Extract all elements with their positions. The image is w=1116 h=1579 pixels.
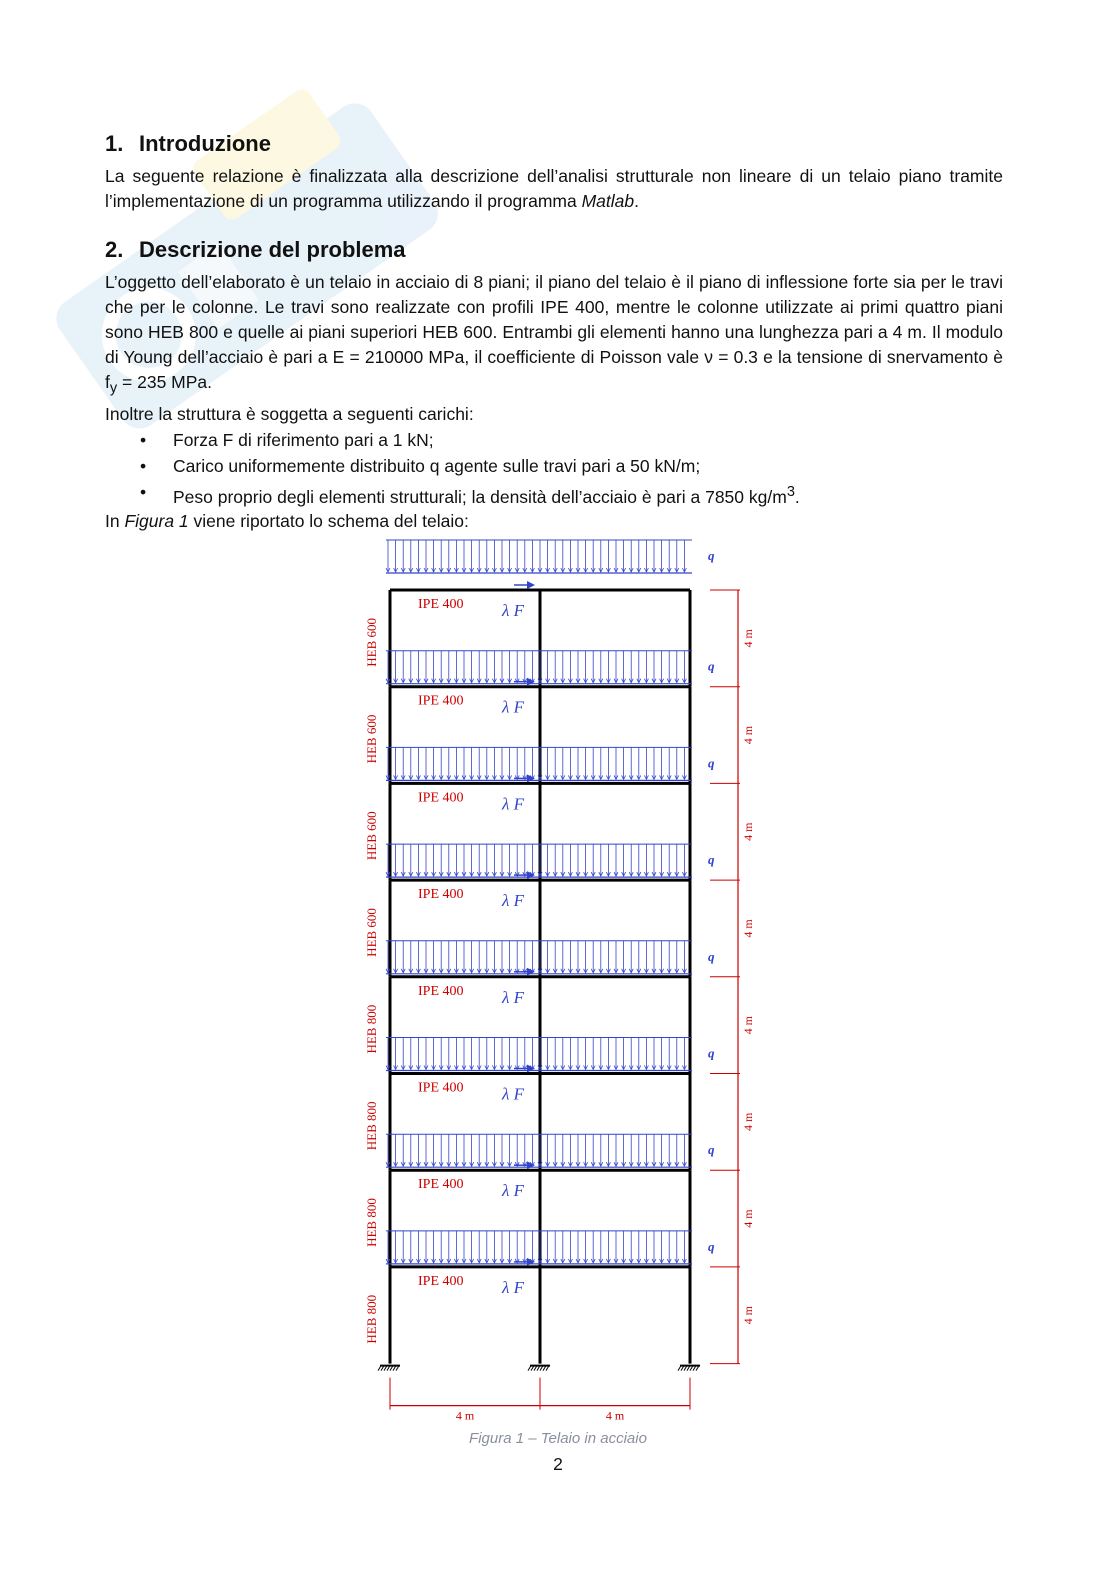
column-label: HEB 800 — [364, 1294, 379, 1344]
height-dimension-label: 4 m — [741, 1112, 755, 1132]
page-number: 2 — [553, 1454, 563, 1474]
force-arrowhead — [527, 1161, 535, 1169]
force-label: λ F — [502, 794, 524, 814]
force-label: λ F — [502, 987, 524, 1007]
loads-list — [105, 427, 1003, 510]
load-label: q — [708, 548, 715, 563]
height-dimension-label: 4 m — [741, 1209, 755, 1228]
frame-diagram — [350, 538, 770, 1438]
force-label: λ F — [502, 1084, 524, 1104]
column-label: HEB 800 — [364, 1101, 379, 1151]
load-label: q — [708, 1142, 715, 1158]
span-dimension-label: 4 m — [455, 1408, 475, 1423]
support-hatch — [528, 1366, 531, 1371]
load-label: q — [708, 755, 715, 771]
height-dimension-label: 4 m — [741, 1015, 755, 1035]
beam-label: IPE 400 — [418, 983, 464, 999]
column-label: HEB 800 — [364, 1004, 379, 1054]
list-item: • Carico uniformemente distribuito q agente sulle travi pari a 50 kN/m; — [140, 453, 1003, 479]
beam-label: IPE 400 — [418, 1177, 464, 1193]
column-label: HEB 600 — [364, 811, 379, 861]
force-arrowhead — [527, 1065, 535, 1073]
problem-paragraph: L’oggetto dell’elaborato è un telaio in acciaio di 8 piani; il piano del telaio è il piano di inflessione forte sia per le travi che per le colonne. Le travi sono realizzate con profili IPE 400, mentre le colonne utilizzate ai primi quattro piani sono HEB 800 e quelle ai piani superiori HEB 600. Entrambi gli elementi hanno una lunghezza pari a 4 m. Il modulo di Young dell’acciaio è pari a E = 210000 MPa, il coefficiente di Poisson vale ν = 0.3 e la tensione di snervamento è $f_y = 235$ MPa. — [105, 272, 1003, 397]
force-label: λ F — [502, 891, 524, 911]
intro-paragraph: La seguente relazione è finalizzata alla descrizione dell’analisi strutturale non lineare di un telaio piano tramite l’implementazione di un programma utilizzando il programma Matlab. — [105, 166, 1003, 211]
height-dimension-label: 4 m — [741, 725, 755, 745]
force-arrowhead — [527, 1258, 535, 1266]
beam-label: IPE 400 — [418, 887, 464, 903]
force-label: λ F — [502, 697, 524, 717]
height-dimension-label: 4 m — [741, 1306, 755, 1325]
force-arrowhead — [527, 968, 535, 976]
loads-intro: Inoltre la struttura è soggetta a seguenti carichi: — [105, 403, 474, 424]
support-hatch — [678, 1366, 681, 1371]
height-dimension-label: 4 m — [741, 822, 755, 841]
section-descrizione — [105, 236, 1003, 534]
figure-caption: Figura 1 – Telaio in acciaio — [469, 1430, 647, 1447]
load-label: q — [708, 852, 715, 868]
force-label: λ F — [502, 1181, 524, 1201]
beam-label: IPE 400 — [418, 597, 464, 612]
height-dimension-label: 4 m — [741, 629, 755, 648]
column-label: HEB 800 — [364, 1198, 379, 1247]
column-label: HEB 600 — [364, 908, 379, 957]
beam-label: IPE 400 — [418, 693, 464, 709]
beam-label: IPE 400 — [418, 1080, 464, 1096]
load-label: q — [708, 948, 715, 964]
beam-label: IPE 400 — [418, 1273, 464, 1289]
figure-reference: In Figura 1 viene riportato lo schema del telaio: — [105, 511, 469, 532]
load-label: q — [708, 1045, 715, 1061]
section-heading: 1. Introduzione — [105, 131, 271, 156]
list-item: • Peso proprio degli elementi strutturali; la densità dell’acciaio è pari a 7850 $kg/m^3$. — [140, 479, 1003, 510]
section-introduzione — [105, 130, 1003, 214]
column-label: HEB 600 — [364, 714, 379, 764]
load-label: q — [708, 1238, 715, 1254]
column-label: HEB 600 — [364, 617, 379, 667]
section-heading: 2. Descrizione del problema — [105, 237, 406, 262]
support-hatch — [378, 1366, 381, 1371]
list-item: • Forza F di riferimento pari a 1 kN; — [140, 427, 1003, 453]
force-arrowhead — [527, 678, 535, 686]
height-dimension-label: 4 m — [741, 919, 755, 938]
force-label: λ F — [502, 601, 524, 620]
span-dimension-label: 4 m — [605, 1408, 625, 1423]
force-arrowhead — [527, 581, 535, 589]
beam-label: IPE 400 — [418, 790, 464, 806]
force-label: λ F — [502, 1277, 524, 1297]
force-arrowhead — [527, 774, 535, 782]
load-label: q — [708, 658, 715, 674]
force-arrowhead — [527, 871, 535, 879]
